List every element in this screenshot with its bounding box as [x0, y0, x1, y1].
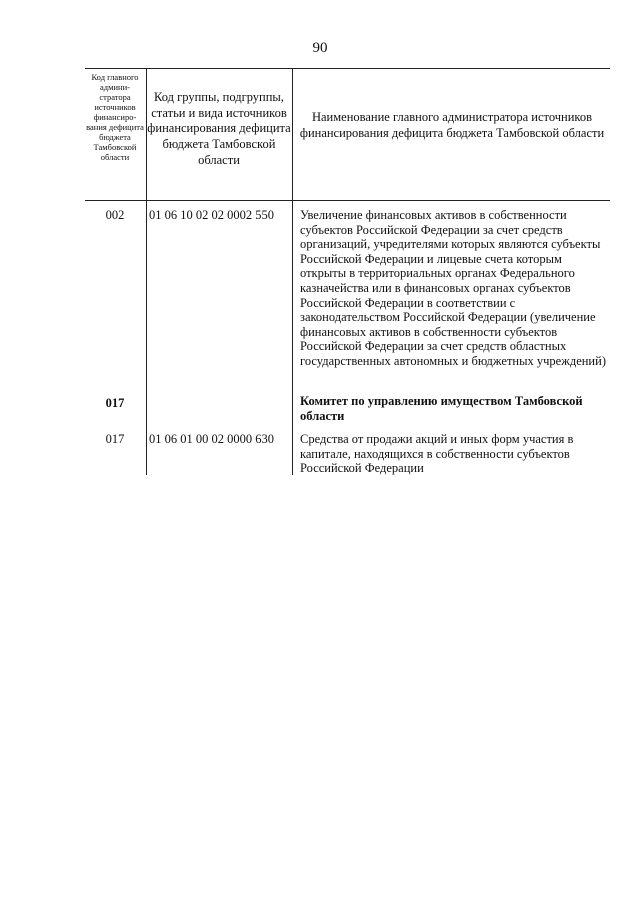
- row-1-name: Увеличение финансовых активов в собственности субъектов Российской Федерации за счет средств организаций, учредителями которых являются субъекты Российской Федерации и лицевые счета которым открыты в территориальных органах Федерального казначейства или в финансовых органах субъектов Российской Федерации в соответствии с законодательством Российской Федерации (увеличение финансовых активов в собственности субъектов Российской Федерации за счет средств областных государственных автономных и бюджетных учреждений): [300, 208, 606, 368]
- row-2-admin-code: 017: [105, 396, 125, 410]
- header-admin-name: Наименование главного администратора источников финансирования дефицита бюджета Тамбовской области: [299, 110, 605, 140]
- table-top-border: [85, 68, 610, 69]
- row-3-source-code: 01 06 01 00 02 0000 630: [149, 432, 274, 446]
- row-3-name: Средства от продажи акций и иных форм участия в капитале, находящихся в собственности субъектов Российской Федерации: [300, 432, 574, 476]
- header-bottom-border: [85, 200, 610, 201]
- row-2-name: Комитет по управлению имуществом Тамбовской области: [300, 394, 583, 423]
- header-admin-code: Код главного админи-стратора источников финансиро-вания дефицита бюджета Тамбовской области: [86, 72, 144, 163]
- row-1-source-code: 01 06 10 02 02 0002 550: [149, 208, 274, 222]
- row-1-admin-code: 002: [105, 208, 125, 222]
- page-number: 90: [312, 40, 328, 56]
- header-source-code: Код группы, подгруппы, статьи и вида источников финансирования дефицита бюджета Тамбовской области: [147, 90, 291, 167]
- row-3-admin-code: 017: [105, 432, 125, 446]
- column-divider-2: [292, 68, 293, 475]
